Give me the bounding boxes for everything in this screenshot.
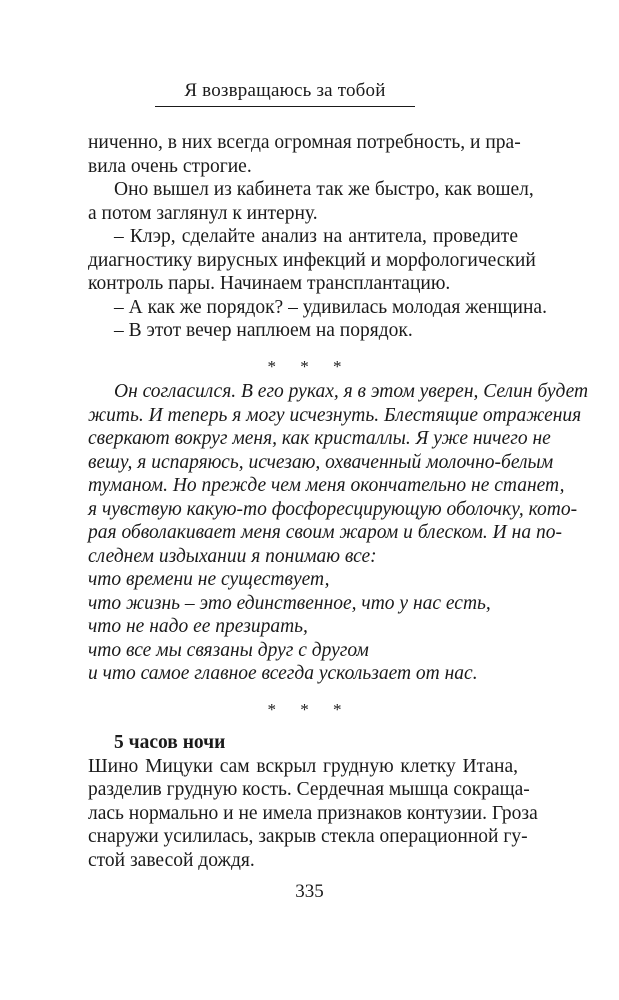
text-line: – Клэр, сделайте анализ на антитела, проведите: [114, 226, 518, 247]
poem-line: что времени не существует,: [88, 569, 330, 590]
text-line: диагностику вирусных инфекций и морфологический: [88, 249, 536, 271]
page-number: 335: [295, 881, 324, 902]
body-text-block-3: [88, 731, 538, 872]
section-subheading: 5 часов ночи: [114, 732, 226, 753]
text-line: жить. И теперь я могу исчезнуть. Блестящие отражения: [88, 404, 582, 426]
italic-passage: [88, 380, 589, 686]
header-rule: [155, 106, 415, 107]
text-line: следнем издыхании я понимаю все:: [88, 545, 377, 567]
text-line: туманом. Но прежде чем меня окончательно не станет,: [88, 475, 565, 496]
text-line: Оно вышел из кабинета так же быстро, как вошел,: [114, 179, 534, 200]
text-line: снаружи усилилась, закрыв стекла операционной гу-: [88, 826, 528, 847]
text-line: Он согласился. В его руках, я в этом уверен, Селин будет: [114, 381, 589, 402]
body-text-block-1: [88, 131, 547, 343]
text-line: – В этот вечер наплюем на порядок.: [114, 320, 413, 341]
text-line: разделив грудную кость. Сердечная мышца сокраща-: [88, 779, 530, 800]
text-line: я чувствую какую-то фосфоресцирующую оболочку, кото-: [88, 498, 578, 520]
text-line: – А как же порядок? – удивилась молодая женщина.: [114, 296, 547, 318]
poem-line: что не надо ее презирать,: [88, 616, 308, 637]
text-line: сверкают вокруг меня, как кристаллы. Я уже ничего не: [88, 428, 551, 449]
poem-line: и что самое главное всегда ускользает от нас.: [88, 663, 478, 684]
text-line: вешу, я испаряюсь, исчезаю, охваченный молочно-белым: [88, 451, 554, 473]
poem-line: что жизнь – это единственное, что у нас есть,: [88, 592, 491, 614]
text-line: а потом заглянул к интерну.: [88, 202, 318, 224]
section-separator: * * *: [267, 700, 352, 719]
text-line: контроль пары. Начинаем трансплантацию.: [88, 273, 451, 294]
text-line: Шино Мицуки сам вскрыл грудную клетку Итана,: [88, 755, 518, 777]
text-line: лась нормально и не имела признаков контузии. Гроза: [88, 802, 538, 824]
text-line: стой завесой дождя.: [88, 849, 255, 871]
text-line: вила очень строгие.: [88, 155, 252, 177]
section-separator: * * *: [267, 357, 352, 376]
running-title: Я возвращаюсь за тобой: [184, 80, 386, 101]
poem-line: что все мы связаны друг с другом: [88, 639, 369, 661]
text-line: ниченно, в них всегда огромная потребность, и пра-: [88, 132, 521, 153]
poem: [88, 568, 518, 686]
text-line: рая обволакивает меня своим жаром и блеском. И на по-: [88, 522, 562, 543]
